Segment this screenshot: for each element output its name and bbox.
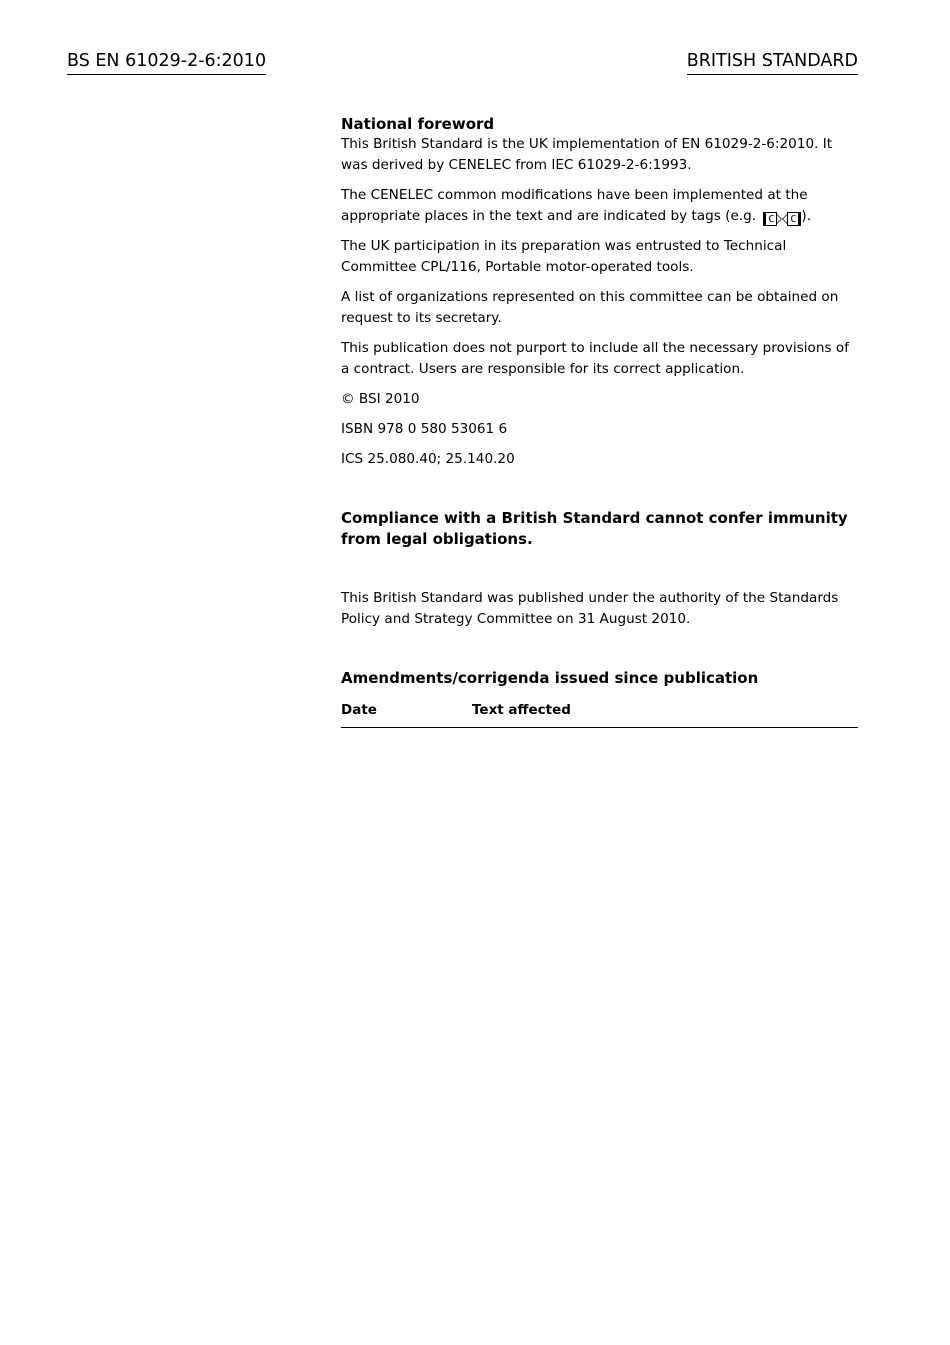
cenelec-close-tag-icon: C (787, 212, 801, 226)
compliance-statement: Compliance with a British Standard cannot confer immunity from legal obligations. (341, 509, 848, 548)
document-id-header: BS EN 61029-2-6:2010 (67, 50, 266, 75)
ics-line: ICS 25.080.40; 25.140.20 (341, 451, 515, 467)
foreword-paragraph-modifications (341, 185, 858, 227)
amendments-date-column-header: Date (341, 702, 377, 718)
foreword-paragraph-organizations: A list of organizations represented on this committee can be obtained on request to its secretary. (341, 289, 839, 326)
amendments-table-header (341, 702, 858, 728)
foreword-paragraph-disclaimer: This publication does not purport to include all the necessary provisions of a contract. Users are responsible for its correct application. (341, 340, 849, 377)
foreword-paragraph-implementation: This British Standard is the UK implementation of EN 61029-2-6:2010. It was derived by CENELEC from IEC 61029-2-6:1993. (341, 136, 833, 173)
national-foreword-section (341, 114, 858, 728)
copyright-line: © BSI 2010 (341, 391, 420, 407)
foreword-paragraph-committee: The UK participation in its preparation was entrusted to Technical Committee CPL/116, Portable motor-operated tools. (341, 238, 787, 275)
foreword-title: National foreword (341, 115, 495, 133)
british-standard-header: BRITISH STANDARD (687, 50, 858, 75)
modifications-text-end: ). (801, 208, 812, 224)
amendments-title: Amendments/corrigenda issued since publication (341, 669, 759, 687)
isbn-line: ISBN 978 0 580 53061 6 (341, 421, 508, 437)
modifications-text: The CENELEC common modifications have been implemented at the appropriate places in the text and are indicated by tags (e.g. (341, 187, 808, 224)
publication-statement: This British Standard was published under the authority of the Standards Policy and Strategy Committee on 31 August 2010. (341, 590, 839, 627)
amendments-text-affected-column-header: Text affected (472, 702, 571, 718)
cenelec-open-tag-icon: C (763, 212, 777, 226)
